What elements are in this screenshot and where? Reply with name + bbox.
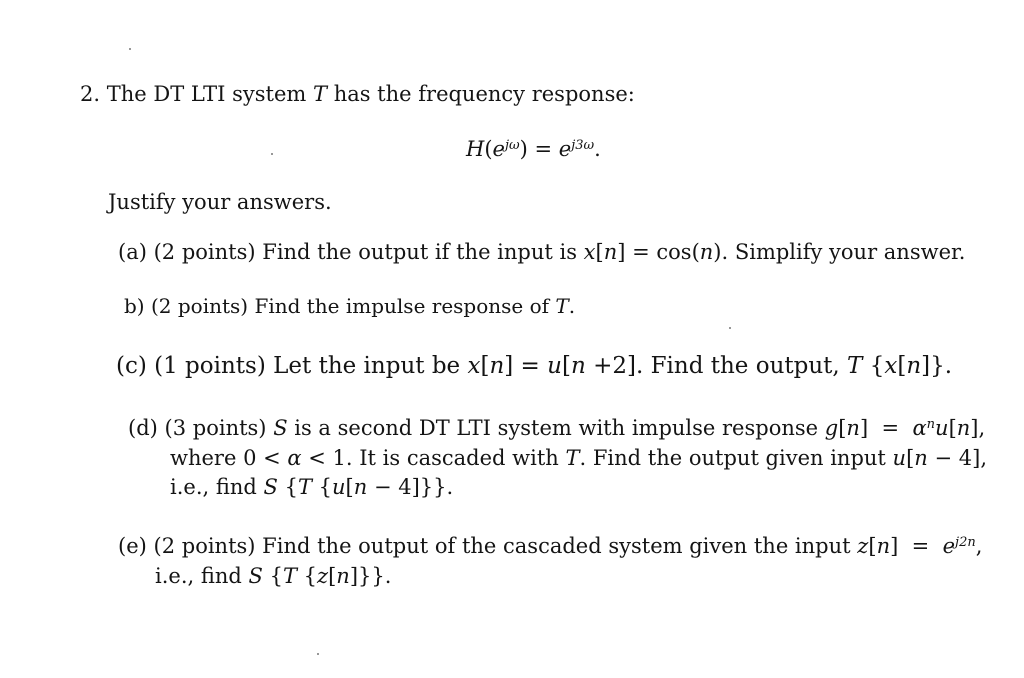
eq-lhs: H	[466, 137, 485, 161]
part-d-label: (d)	[128, 416, 158, 440]
problem-intro: The DT LTI system	[106, 82, 307, 106]
part-c-text: Let the input be	[273, 353, 461, 379]
part-a-label: (a)	[118, 240, 147, 264]
part-e-line-1: (e) (2 points) Find the output of the cascaded system given the input $z[n] = e^{j2n}$,	[118, 534, 983, 558]
part-a-text-end: ). Simplify your answer.	[713, 240, 966, 264]
speck	[129, 48, 131, 50]
speck	[271, 153, 273, 155]
part-a-points: (2 points)	[153, 240, 256, 264]
eq-equals: =	[534, 137, 553, 161]
part-d-line-2: where 0 < α < 1. It is cascaded with T. Find the output given input u[n − 4],	[170, 446, 987, 470]
part-e-label: (e)	[118, 534, 147, 558]
frequency-response-equation: $H(e^{j\omega}) = e^{j3\omega}$.	[466, 137, 601, 161]
speck	[317, 653, 319, 655]
part-d-text: is a second DT LTI system with impulse response	[294, 416, 819, 440]
system-symbol: T	[312, 82, 327, 106]
part-b: b) (2 points) Find the impulse response of T.	[124, 294, 576, 318]
eq-rhs-exponent: j3ω	[571, 137, 595, 153]
part-b-text: Find the impulse response of	[254, 294, 550, 318]
part-c: (c) (1 points) Let the input be x[n] = u[n +2]. Find the output, T {x[n]}.	[116, 353, 953, 379]
justify-instruction: Justify your answers.	[108, 190, 332, 214]
eq-lhs-exponent: jω	[504, 137, 520, 153]
part-b-points: (2 points)	[150, 294, 249, 318]
part-b-label: b)	[124, 294, 145, 318]
part-a: (a) (2 points) Find the output if the input is x[n] = cos(n). Simplify your answer.	[118, 240, 966, 264]
part-e-line-2: i.e., find S {T {z[n]}}.	[155, 564, 392, 588]
part-d-points: (3 points)	[164, 416, 267, 440]
part-d-line-1: (d) (3 points) S is a second DT LTI system with impulse response $g[n] = \alpha^nu[n]$,	[128, 416, 986, 440]
problem-intro-end: has the frequency response:	[333, 82, 635, 106]
part-c-points: (1 points)	[154, 353, 266, 379]
part-a-text: Find the output if the input is	[262, 240, 577, 264]
problem-header	[80, 84, 635, 105]
part-c-label: (c)	[116, 353, 147, 379]
part-d-line-3: i.e., find S {T {u[n − 4]}}.	[170, 475, 454, 499]
problem-number: 2.	[80, 82, 101, 106]
speck	[729, 327, 731, 329]
part-e-points: (2 points)	[153, 534, 256, 558]
part-e-text: Find the output of the cascaded system given the input	[262, 534, 851, 558]
